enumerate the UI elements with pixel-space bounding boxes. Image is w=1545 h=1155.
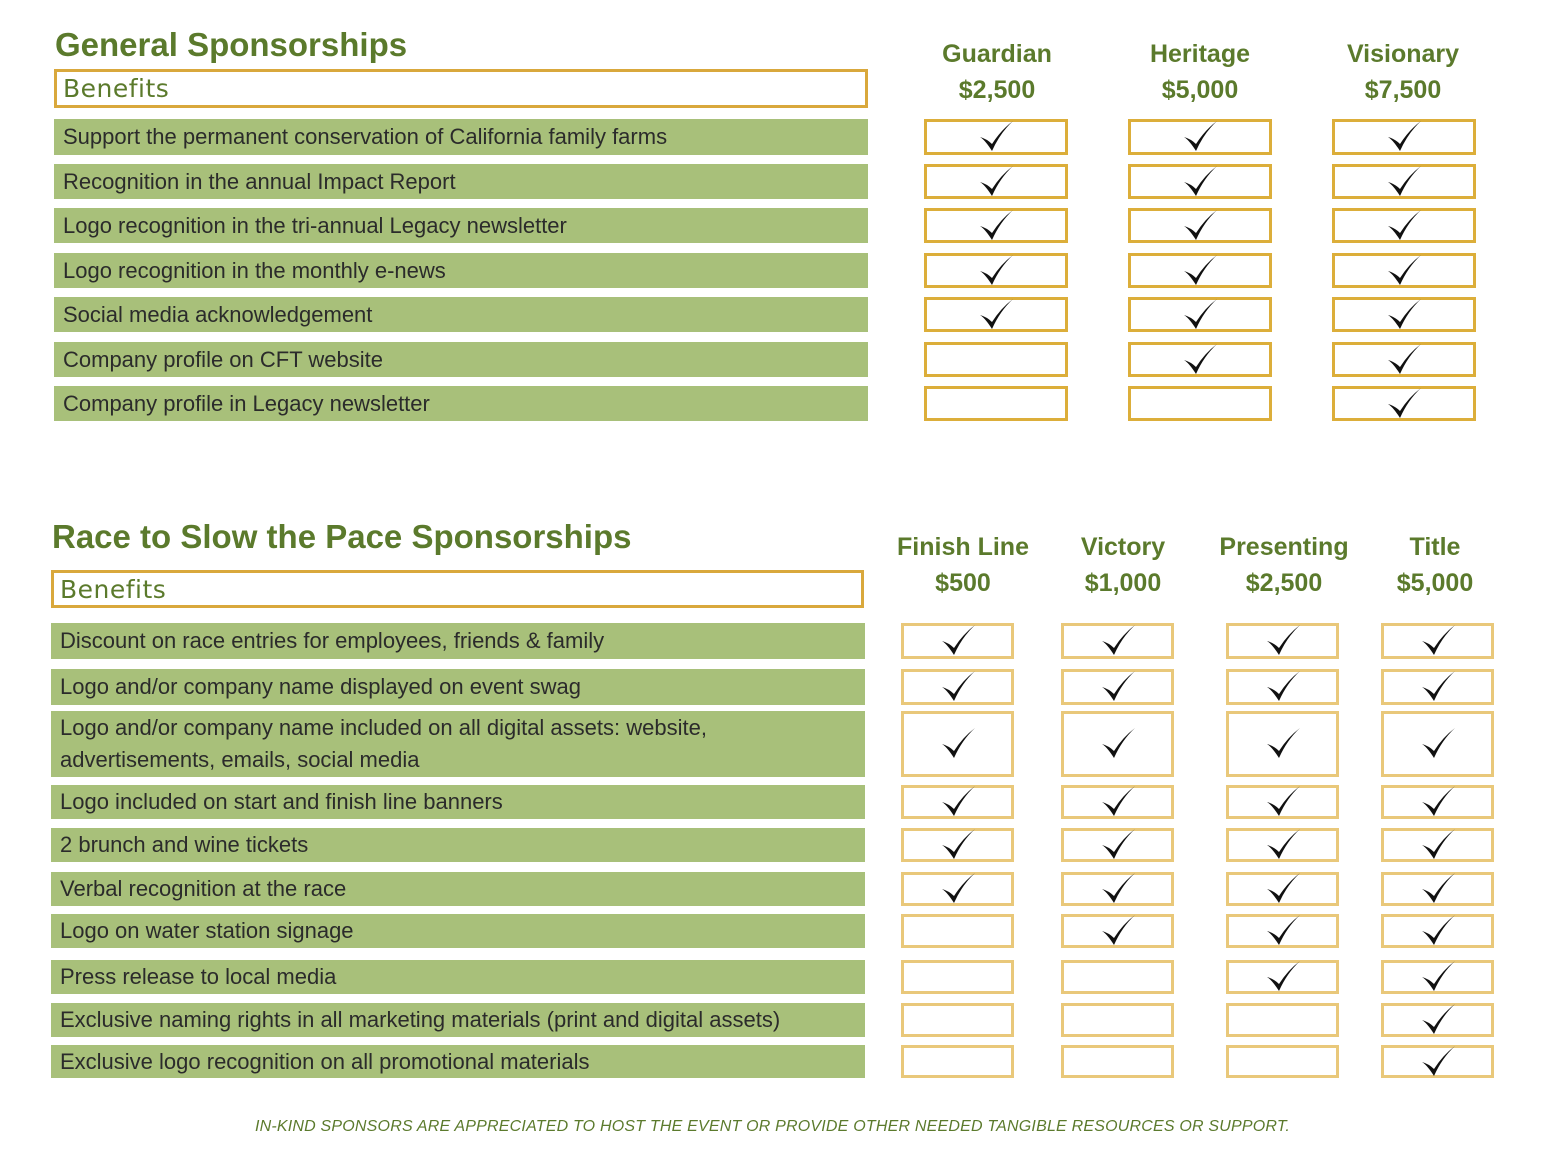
check-mark-icon [1263, 724, 1303, 764]
benefit-row [51, 872, 865, 906]
benefit-check-cell [1381, 711, 1494, 777]
tier-title [1397, 529, 1473, 601]
benefit-check-cell [1061, 960, 1174, 994]
check-mark-icon [976, 295, 1016, 335]
benefit-label-line: Company profile in Legacy newsletter [63, 390, 430, 416]
benefit-check-cell [1381, 1003, 1494, 1037]
tier-price: $1,000 [1084, 569, 1162, 597]
benefit-row [51, 1045, 865, 1078]
benefit-check-cell [1128, 208, 1272, 243]
tier-name: Title [1409, 533, 1461, 561]
tier-name: Guardian [942, 40, 1052, 68]
check-mark-icon [1418, 667, 1458, 707]
benefit-label [60, 829, 308, 861]
benefit-row [51, 669, 865, 705]
general-sponsorships-title: General Sponsorships [55, 26, 408, 63]
check-mark-icon [1098, 724, 1138, 764]
benefit-check-cell [1332, 119, 1476, 155]
benefit-row [54, 208, 868, 243]
check-mark-icon [1098, 782, 1138, 822]
benefit-row [54, 164, 868, 199]
check-mark-icon [976, 162, 1016, 202]
check-mark-icon [938, 724, 978, 764]
race-benefits-header: Benefits [51, 570, 864, 608]
benefit-check-cell [1128, 253, 1272, 288]
check-mark-icon [938, 782, 978, 822]
benefit-label [63, 299, 372, 331]
benefit-label-line: Logo recognition in the tri-annual Legacy newsletter [63, 212, 567, 238]
benefit-check-cell [1381, 960, 1494, 994]
check-mark-icon [1263, 621, 1303, 661]
benefit-check-cell [1226, 669, 1339, 705]
benefit-check-cell [1381, 1045, 1494, 1078]
benefit-label-line: Logo on water station signage [60, 918, 354, 943]
check-mark-icon [1098, 621, 1138, 661]
benefit-check-cell [901, 914, 1014, 948]
benefit-row [51, 914, 865, 948]
benefit-check-cell [924, 208, 1068, 243]
check-mark-icon [1418, 957, 1458, 997]
benefit-row [51, 785, 865, 819]
check-mark-icon [1384, 251, 1424, 291]
check-mark-icon [938, 621, 978, 661]
benefit-row [54, 342, 868, 377]
check-mark-icon [1418, 782, 1458, 822]
tier-finish-line [897, 529, 1029, 601]
benefit-check-cell [901, 623, 1014, 659]
benefit-label-line: Recognition in the annual Impact Report [63, 168, 456, 194]
benefit-check-cell [1381, 914, 1494, 948]
check-mark-icon [1263, 825, 1303, 865]
check-mark-icon [1384, 340, 1424, 380]
check-mark-icon [1384, 295, 1424, 335]
benefit-label [60, 961, 336, 993]
check-mark-icon [1180, 251, 1220, 291]
check-mark-icon [1418, 869, 1458, 909]
benefit-check-cell [1332, 386, 1476, 421]
check-mark-icon [1263, 869, 1303, 909]
tier-price: $500 [935, 569, 991, 597]
tier-visionary [1347, 36, 1459, 108]
benefit-check-cell [924, 164, 1068, 199]
tier-victory [1081, 529, 1165, 601]
benefit-check-cell [1128, 164, 1272, 199]
benefit-check-cell [901, 711, 1014, 777]
benefit-label [60, 712, 707, 776]
check-mark-icon [1384, 206, 1424, 246]
benefit-check-cell [1226, 828, 1339, 862]
tier-name: Visionary [1346, 40, 1460, 68]
check-mark-icon [1180, 295, 1220, 335]
benefit-label-line: advertisements, emails, social media [60, 747, 420, 772]
check-mark-icon [1180, 162, 1220, 202]
benefit-check-cell [1061, 1045, 1174, 1078]
benefit-check-cell [1061, 1003, 1174, 1037]
check-mark-icon [1418, 724, 1458, 764]
check-mark-icon [976, 251, 1016, 291]
benefit-label-line: Company profile on CFT website [63, 346, 383, 372]
benefit-label-line: Discount on race entries for employees, friends & family [60, 628, 605, 653]
benefit-check-cell [1332, 208, 1476, 243]
check-mark-icon [1384, 117, 1424, 157]
footer-note: IN-KIND SPONSORS ARE APPRECIATED TO HOST THE EVENT OR PROVIDE OTHER NEEDED TANGIBLE RESOURCES OR SUPPORT. [254, 1118, 1291, 1135]
benefit-label [63, 388, 430, 420]
check-mark-icon [1098, 869, 1138, 909]
check-mark-icon [1418, 621, 1458, 661]
benefit-label [63, 210, 567, 242]
benefit-check-cell [901, 828, 1014, 862]
benefit-check-cell [924, 119, 1068, 155]
benefit-check-cell [901, 1045, 1014, 1078]
benefit-label [63, 344, 383, 376]
benefit-check-cell [1332, 297, 1476, 332]
benefit-check-cell [1332, 164, 1476, 199]
benefit-label [60, 786, 503, 818]
tier-heritage [1150, 36, 1250, 108]
benefit-check-cell [1381, 828, 1494, 862]
benefit-check-cell [1381, 669, 1494, 705]
benefit-row [54, 386, 868, 421]
benefit-row [51, 1003, 865, 1037]
benefit-check-cell [1226, 872, 1339, 906]
benefit-check-cell [1226, 623, 1339, 659]
benefit-check-cell [924, 253, 1068, 288]
benefit-check-cell [1128, 119, 1272, 155]
check-mark-icon [1418, 1000, 1458, 1040]
tier-guardian [942, 36, 1052, 108]
benefit-check-cell [1061, 623, 1174, 659]
benefit-row [51, 828, 865, 862]
race-sponsorships-title: Race to Slow the Pace Sponsorships [52, 518, 632, 555]
tier-price: $2,500 [1245, 569, 1323, 597]
check-mark-icon [1098, 825, 1138, 865]
tier-price: $7,500 [1364, 76, 1442, 104]
tier-name: Presenting [1219, 533, 1349, 561]
benefit-check-cell [1061, 785, 1174, 819]
benefit-check-cell [1226, 785, 1339, 819]
benefit-check-cell [1061, 872, 1174, 906]
check-mark-icon [938, 667, 978, 707]
tier-price: $2,500 [958, 76, 1036, 104]
benefit-check-cell [1226, 1003, 1339, 1037]
benefit-label [63, 166, 456, 198]
benefit-label-line: Exclusive naming rights in all marketing materials (print and digital assets) [60, 1007, 781, 1032]
benefit-check-cell [901, 785, 1014, 819]
benefit-check-cell [901, 872, 1014, 906]
general-benefits-header: Benefits [54, 69, 868, 108]
check-mark-icon [1180, 117, 1220, 157]
benefit-check-cell [924, 342, 1068, 377]
benefit-check-cell [1226, 711, 1339, 777]
check-mark-icon [1263, 957, 1303, 997]
tier-name: Finish Line [897, 533, 1029, 561]
benefit-label [60, 873, 346, 905]
benefit-row [51, 960, 865, 994]
benefit-label [60, 1046, 590, 1078]
benefit-check-cell [1128, 342, 1272, 377]
check-mark-icon [938, 869, 978, 909]
benefit-row [54, 297, 868, 332]
benefit-check-cell [1128, 386, 1272, 421]
benefit-label [60, 625, 604, 657]
benefit-check-cell [1226, 960, 1339, 994]
benefit-label-line: Logo recognition in the monthly e-news [63, 257, 446, 283]
check-mark-icon [1263, 782, 1303, 822]
benefit-label-line: Logo and/or company name displayed on event swag [60, 674, 582, 699]
benefit-check-cell [1061, 711, 1174, 777]
benefit-check-cell [1332, 342, 1476, 377]
check-mark-icon [1418, 1042, 1458, 1082]
benefit-check-cell [1061, 828, 1174, 862]
benefit-check-cell [1381, 785, 1494, 819]
benefit-label-line: Social media acknowledgement [63, 301, 373, 327]
benefit-check-cell [901, 1003, 1014, 1037]
benefit-check-cell [1332, 253, 1476, 288]
benefit-check-cell [1061, 669, 1174, 705]
check-mark-icon [1418, 911, 1458, 951]
benefit-row [51, 623, 865, 659]
benefit-check-cell [1128, 297, 1272, 332]
benefit-row [54, 119, 868, 155]
tier-presenting [1219, 529, 1348, 601]
benefit-label [63, 255, 446, 287]
benefit-label [63, 121, 667, 153]
check-mark-icon [1384, 384, 1424, 424]
benefit-check-cell [1381, 623, 1494, 659]
check-mark-icon [1098, 911, 1138, 951]
benefit-label-line: Logo included on start and finish line banners [60, 789, 503, 814]
check-mark-icon [1384, 162, 1424, 202]
benefit-check-cell [1381, 872, 1494, 906]
benefit-label-line: 2 brunch and wine tickets [60, 832, 309, 857]
benefit-label-line: Support the permanent conservation of California family farms [63, 124, 668, 149]
benefit-label-line: Exclusive logo recognition on all promotional materials [60, 1048, 590, 1074]
benefit-check-cell [924, 297, 1068, 332]
tier-name: Heritage [1149, 40, 1251, 68]
check-mark-icon [1180, 206, 1220, 246]
benefit-row [54, 253, 868, 288]
benefit-label-line: Press release to local media [60, 964, 337, 989]
benefit-check-cell [1061, 914, 1174, 948]
benefit-check-cell [901, 669, 1014, 705]
check-mark-icon [1418, 825, 1458, 865]
check-mark-icon [1263, 667, 1303, 707]
benefit-row [51, 711, 865, 777]
benefit-check-cell [901, 960, 1014, 994]
benefit-check-cell [1226, 914, 1339, 948]
check-mark-icon [1180, 340, 1220, 380]
check-mark-icon [938, 825, 978, 865]
tier-name: Victory [1080, 533, 1166, 561]
benefit-label-line: Logo and/or company name included on all digital assets: website, [60, 715, 707, 740]
check-mark-icon [976, 117, 1016, 157]
tier-price: $5,000 [1161, 76, 1239, 104]
benefit-check-cell [924, 386, 1068, 421]
check-mark-icon [976, 206, 1016, 246]
check-mark-icon [1098, 667, 1138, 707]
benefit-label-line: Verbal recognition at the race [60, 876, 347, 901]
tier-price: $5,000 [1396, 569, 1474, 597]
benefit-label [60, 671, 581, 703]
benefit-label [60, 915, 354, 947]
benefit-check-cell [1226, 1045, 1339, 1078]
benefit-label [60, 1004, 780, 1036]
check-mark-icon [1263, 911, 1303, 951]
